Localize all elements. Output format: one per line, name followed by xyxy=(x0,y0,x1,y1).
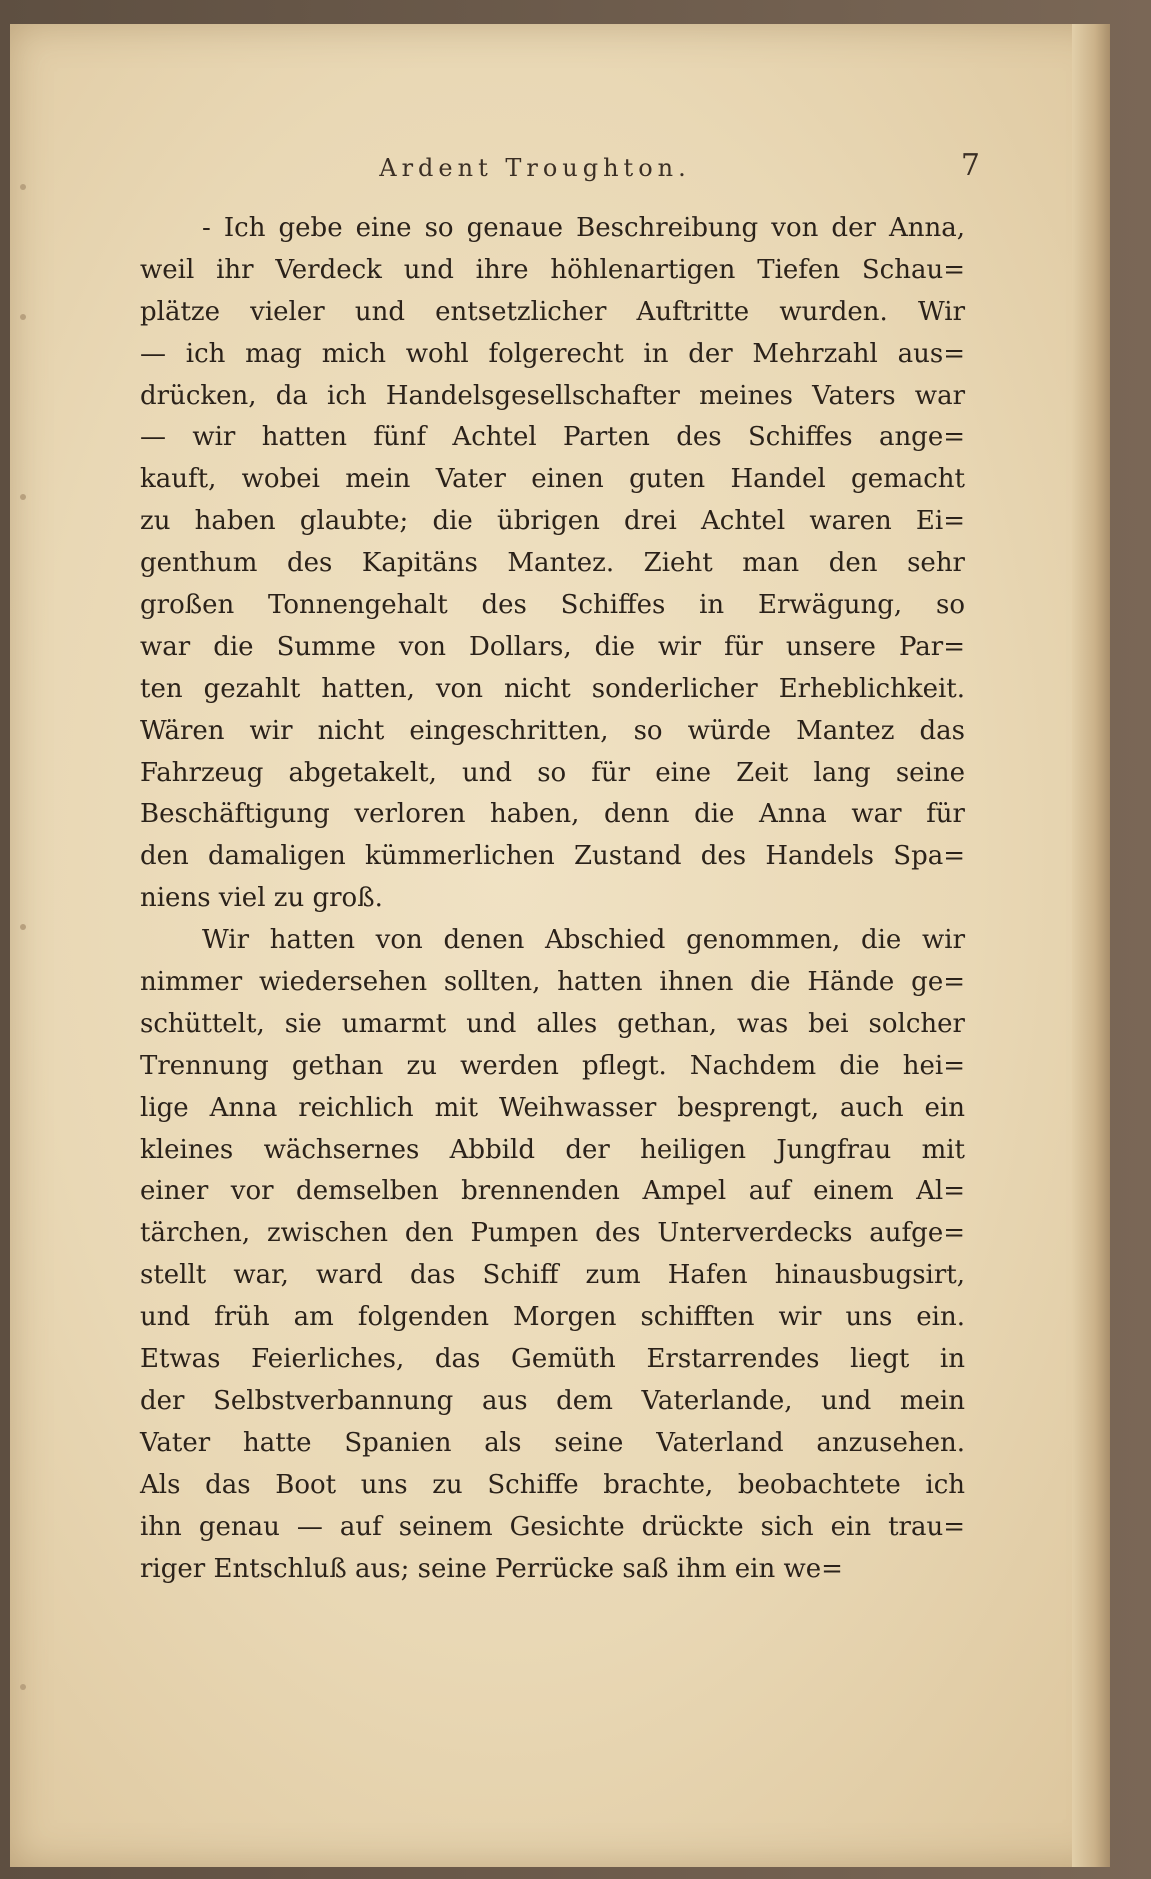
text-line: genthum des Kapitäns Mantez. Zieht man den sehr xyxy=(140,548,965,579)
text-line: lige Anna reichlich mit Weihwasser besprengt, auch ein xyxy=(140,1092,965,1123)
text-line: ten gezahlt hatten, von nicht sonderlicher Erheblichkeit. xyxy=(140,673,965,704)
text-line: — ich mag mich wohl folgerecht in der Mehrzahl aus= xyxy=(140,338,965,369)
text-line: kauft, wobei mein Vater einen guten Handel gemacht xyxy=(140,464,965,495)
text-line: Wären wir nicht eingeschritten, so würde Mantez das xyxy=(140,715,965,746)
text-line: zu haben glaubte; die übrigen drei Achtel waren Ei= xyxy=(140,506,965,537)
text-line: niens viel zu groß. xyxy=(140,883,383,914)
text-line: schüttelt, sie umarmt und alles gethan, was bei solcher xyxy=(140,1008,965,1039)
text-line: Etwas Feierliches, das Gemüth Erstarrendes liegt in xyxy=(140,1344,965,1375)
body-text xyxy=(140,208,965,1590)
page-number: 7 xyxy=(960,148,980,183)
text-line: Beschäftigung verloren haben, denn die Anna war für xyxy=(140,799,965,830)
text-line: Fahrzeug abgetakelt, und so für eine Zeit lang seine xyxy=(140,757,965,788)
text-line: den damaligen kümmerlichen Zustand des Handels Spa= xyxy=(140,841,965,872)
running-title: Ardent Troughton. xyxy=(379,154,691,182)
text-line: tärchen, zwischen den Pumpen des Unterverdecks aufge= xyxy=(140,1218,965,1249)
binding-mark xyxy=(20,494,26,500)
text-line: — wir hatten fünf Achtel Parten des Schiffes ange= xyxy=(140,422,965,453)
binding-mark xyxy=(20,924,26,930)
text-line: Trennung gethan zu werden pflegt. Nachdem die hei= xyxy=(140,1050,965,1081)
text-line: Wir hatten von denen Abschied genommen, die wir xyxy=(202,925,965,956)
text-line: nimmer wiedersehen sollten, hatten ihnen die Hände ge= xyxy=(140,967,965,998)
text-line: Vater hatte Spanien als seine Vaterland anzusehen. xyxy=(140,1427,965,1458)
text-line: drücken, da ich Handelsgesellschafter meines Vaters war xyxy=(140,380,965,411)
text-line: riger Entschluß aus; seine Perrücke saß ihm ein we= xyxy=(140,1553,843,1584)
page-header xyxy=(90,130,980,190)
text-line: war die Summe von Dollars, die wir für unsere Par= xyxy=(140,631,965,662)
text-line: einer vor demselben brennenden Ampel auf einem Al= xyxy=(140,1176,965,1207)
binding-mark xyxy=(20,184,26,190)
binding-marks xyxy=(14,24,38,1867)
text-line: plätze vieler und entsetzlicher Auftritte wurden. Wir xyxy=(140,296,965,327)
text-line: kleines wächsernes Abbild der heiligen Jungfrau mit xyxy=(140,1134,965,1165)
text-line: - Ich gebe eine so genaue Beschreibung von der Anna, xyxy=(202,213,965,243)
binding-mark xyxy=(20,314,26,320)
text-line: der Selbstverbannung aus dem Vaterlande, und mein xyxy=(140,1385,965,1416)
text-line: weil ihr Verdeck und ihre höhlenartigen Tiefen Schau= xyxy=(140,254,965,285)
text-line: stellt war, ward das Schiff zum Hafen hinausbugsirt, xyxy=(140,1260,965,1291)
text-line: Als das Boot uns zu Schiffe brachte, beobachtete ich xyxy=(140,1469,965,1500)
binding-mark xyxy=(20,1684,26,1690)
text-line: ihn genau — auf seinem Gesichte drückte sich ein trau= xyxy=(140,1511,965,1542)
text-line: und früh am folgenden Morgen schifften wir uns ein. xyxy=(140,1302,965,1333)
page-edge xyxy=(1072,24,1110,1867)
text-line: großen Tonnengehalt des Schiffes in Erwägung, so xyxy=(140,590,965,621)
